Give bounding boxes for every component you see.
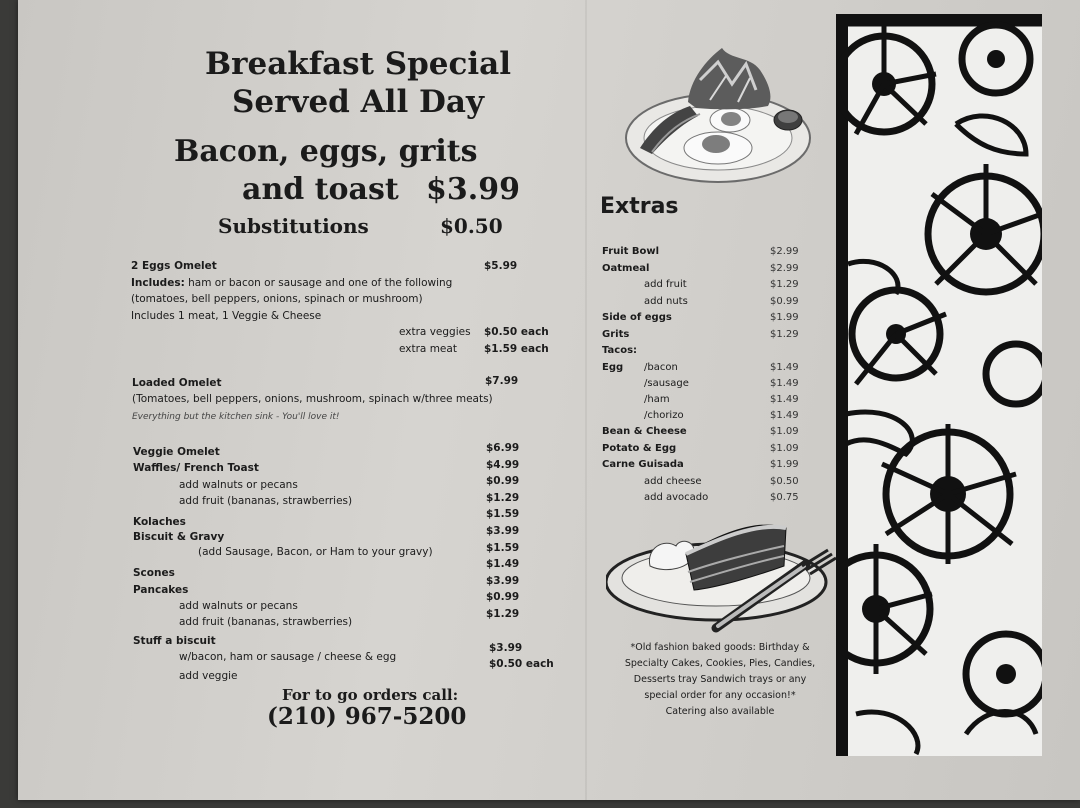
extras-price: $0.50 (770, 475, 799, 487)
extras-item: add avocado (644, 492, 709, 503)
extras-item: Oatmeal (602, 262, 650, 274)
left-menu-item: Waffles/ French Toast (133, 462, 259, 474)
left-menu-item: add fruit (bananas, strawberries) (179, 495, 353, 507)
left-menu-item: Veggie Omelet (133, 446, 220, 458)
left-menu-price: $1.49 (486, 558, 520, 571)
extras-item: Tacos: (602, 345, 638, 356)
left-menu-item: Pancakes (133, 584, 189, 596)
note-line5: Catering also available (665, 706, 775, 717)
extras-price: $2.99 (770, 262, 799, 274)
order-phone: (210) 967-5200 (267, 703, 467, 730)
note-line4: special order for any occasion!* (644, 690, 796, 701)
taco-price: $1.49 (770, 394, 799, 405)
extras-price: $1.99 (770, 312, 799, 323)
omelet2-price: $5.99 (484, 260, 518, 272)
dish-price: $3.99 (426, 172, 520, 207)
omelet2-includes2: Includes 1 meat, 1 Veggie & Cheese (131, 310, 322, 322)
extras-item: add fruit (644, 279, 687, 290)
extras-price: $0.99 (770, 295, 799, 307)
extras-item: add cheese (644, 475, 702, 487)
menu-page (18, 0, 1080, 800)
extras-price: $1.99 (770, 459, 799, 470)
taco-option: /bacon (644, 362, 678, 373)
includes-label: Includes: (131, 277, 185, 289)
dish-line1: Bacon, eggs, grits (174, 134, 478, 169)
extras-item: Carne Guisada (602, 459, 684, 470)
loaded-price: $7.99 (485, 375, 519, 387)
taco-option: /ham (644, 394, 670, 405)
left-menu-price: $1.29 (486, 608, 520, 620)
header-line1: Breakfast Special (204, 46, 512, 82)
left-menu-item: Stuff a biscuit (133, 635, 216, 647)
omelet2-includes (131, 277, 452, 289)
left-menu-item: add walnuts or pecans (179, 600, 298, 612)
pie-slice-illustration (606, 510, 836, 635)
omelet2-list: (tomatoes, bell peppers, onions, spinach or mushroom) (131, 293, 423, 305)
omelet2-name: 2 Eggs Omelet (131, 260, 217, 272)
loaded-tagline: Everything but the kitchen sink - You'll love it! (132, 412, 340, 422)
loaded-name: Loaded Omelet (132, 377, 222, 389)
left-menu-price: $0.99 (486, 591, 520, 604)
extra-veggies-price: $0.50 each (484, 326, 549, 338)
left-menu-price: $1.29 (486, 491, 520, 504)
left-menu-item: add walnuts or pecans (179, 479, 298, 491)
left-menu-item: w/bacon, ham or sausage / cheese & egg (179, 651, 397, 663)
taco-option: /sausage (644, 378, 689, 389)
extra-meat-label: extra meat (399, 343, 457, 355)
left-menu-item: Kolaches (133, 516, 186, 528)
left-menu-item: Scones (133, 567, 175, 579)
extras-price: $1.09 (770, 426, 799, 437)
taco-option: /chorizo (644, 410, 684, 421)
left-menu-price: $3.99 (489, 642, 523, 654)
header-line2: Served All Day (231, 84, 485, 120)
breakfast-plate-illustration (618, 40, 818, 190)
note-line3: Desserts tray Sandwich trays or any (633, 674, 807, 685)
fold-line (585, 0, 587, 800)
floral-border-illustration (836, 14, 1042, 756)
extras-price: $1.29 (770, 328, 799, 340)
taco-price: $1.49 (770, 410, 799, 421)
extra-veggies-label: extra veggies (399, 326, 471, 338)
includes-text: ham or bacon or sausage and one of the following (184, 277, 453, 289)
extras-price: $1.09 (770, 442, 799, 454)
left-menu-price: $3.99 (486, 574, 520, 587)
note-line2: Specialty Cakes, Cookies, Pies, Candies, (624, 658, 816, 669)
extras-item: add nuts (644, 295, 688, 307)
extras-item: Fruit Bowl (602, 246, 660, 257)
left-menu-item: add fruit (bananas, strawberries) (179, 616, 353, 628)
substitutions-label: Substitutions (218, 214, 369, 238)
note-line1: *Old fashion baked goods: Birthday & (630, 642, 810, 653)
order-label: For to go orders call: (282, 686, 459, 704)
extra-meat-price: $1.59 each (484, 343, 549, 355)
taco-price: $1.49 (770, 378, 799, 389)
extras-item: Side of eggs (602, 312, 672, 323)
left-menu-item: (add Sausage, Bacon, or Ham to your gravy) (198, 546, 433, 558)
extras-price: $0.75 (770, 492, 799, 503)
bakery-note (595, 640, 845, 720)
loaded-desc: (Tomatoes, bell peppers, onions, mushroom, spinach w/three meats) (132, 393, 493, 405)
left-menu-price: $6.99 (486, 442, 520, 454)
left-menu-price: $1.59 (486, 541, 520, 554)
extras-title: Extras (600, 194, 679, 219)
left-menu-price: $0.50 each (489, 658, 554, 670)
taco-price: $1.49 (770, 362, 799, 373)
left-menu-price: $4.99 (486, 458, 520, 471)
extras-item: Potato & Egg (602, 442, 677, 454)
extras-price: $1.29 (770, 279, 799, 290)
extras-item: Grits (602, 328, 630, 340)
substitutions-price: $0.50 (440, 214, 503, 238)
extras-item: Bean & Cheese (602, 426, 687, 437)
left-menu-item: add veggie (179, 670, 238, 682)
extras-price: $2.99 (770, 246, 799, 257)
left-menu-item: Biscuit & Gravy (133, 531, 225, 543)
dish-line2: and toast (242, 172, 399, 207)
left-menu-price: $3.99 (486, 525, 520, 537)
taco-egg-label: Egg (602, 362, 624, 373)
left-menu-price: $0.99 (486, 475, 520, 488)
left-menu-price: $1.59 (486, 508, 520, 521)
